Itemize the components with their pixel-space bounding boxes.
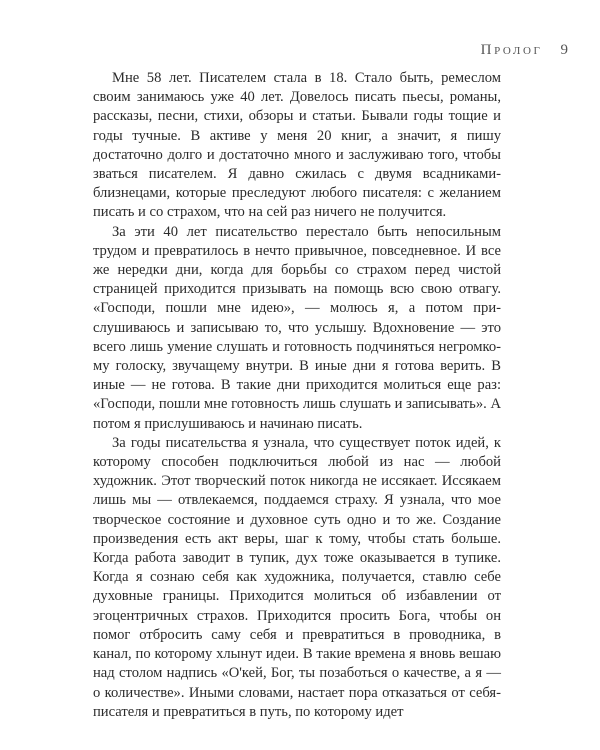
paragraph: За эти 40 лет писательство перестало быть непосильным трудом и превратилось в нечто привычное, повседневное. И все же нередки дни, когда для борьбы со страхом перед чистой страницей приходится призывать на помощь всю свою отвагу. «Господи, пошли мне идею», — молюсь я, а потом прислушиваюсь и записываю то, что услышу. Вдохновение — это всего лишь умение слушать и готовность подчиняться негромкому голоску, звучащему внутри. В иные дни я готова верить. В иные — не готова. В такие дни приходится молиться еще раз: «Господи, пошли мне готовность лишь слушать и записывать». А потом я прислушиваюсь и начинаю писать. (93, 223, 501, 432)
body-text (93, 69, 501, 722)
page-number: 9 (560, 42, 568, 58)
paragraph: Мне 58 лет. Писателем стала в 18. Стало быть, ремеслом своим занимаюсь уже 40 лет. Довелось писать пьесы, романы, рассказы, песни, стихи, обзоры и статьи. Бывали годы тощие и годы тучные. В активе у меня 20 книг, а значит, я пишу достаточно долго и достаточно много и заслуживаю того, чтобы зваться писателем. Я давно сжилась с двумя всадниками-близнецами, которые преследуют любого писателя: с желанием писать и со страхом, что на сей раз ничего не получится. (93, 70, 501, 221)
paragraph: За годы писательства я узнала, что существует поток идей, к которому способен подключиться любой из нас — любой художник. Этот творческий поток никогда не иссякает. Иссякаем лишь мы — отвлекаемся, поддаемся страху. Я узнала, что мое творческое состояние и духовное суть одно и то же. Создание произведения есть акт веры, шаг к тому, чтобы стать больше. Когда работа заводит в тупик, дух тоже оказывается в тупике. Когда я сознаю себя как художника, получается, ставлю себе духовные границы. Приходится молиться об избавлении от эгоцентричных страхов. Приходится просить Бога, чтобы он помог отбросить саму себя и превратиться в проводника, в канал, по которому хлынут идеи. В такие времена я вновь вешаю над столом надпись «О'кей, Бог, ты позаботься о качестве, а я — о количестве». Иными словами, настает пора отказаться от себя-писателя и превратиться в путь, по которому идет (93, 434, 501, 720)
section-title: Пролог (480, 42, 543, 58)
running-head (481, 42, 568, 59)
